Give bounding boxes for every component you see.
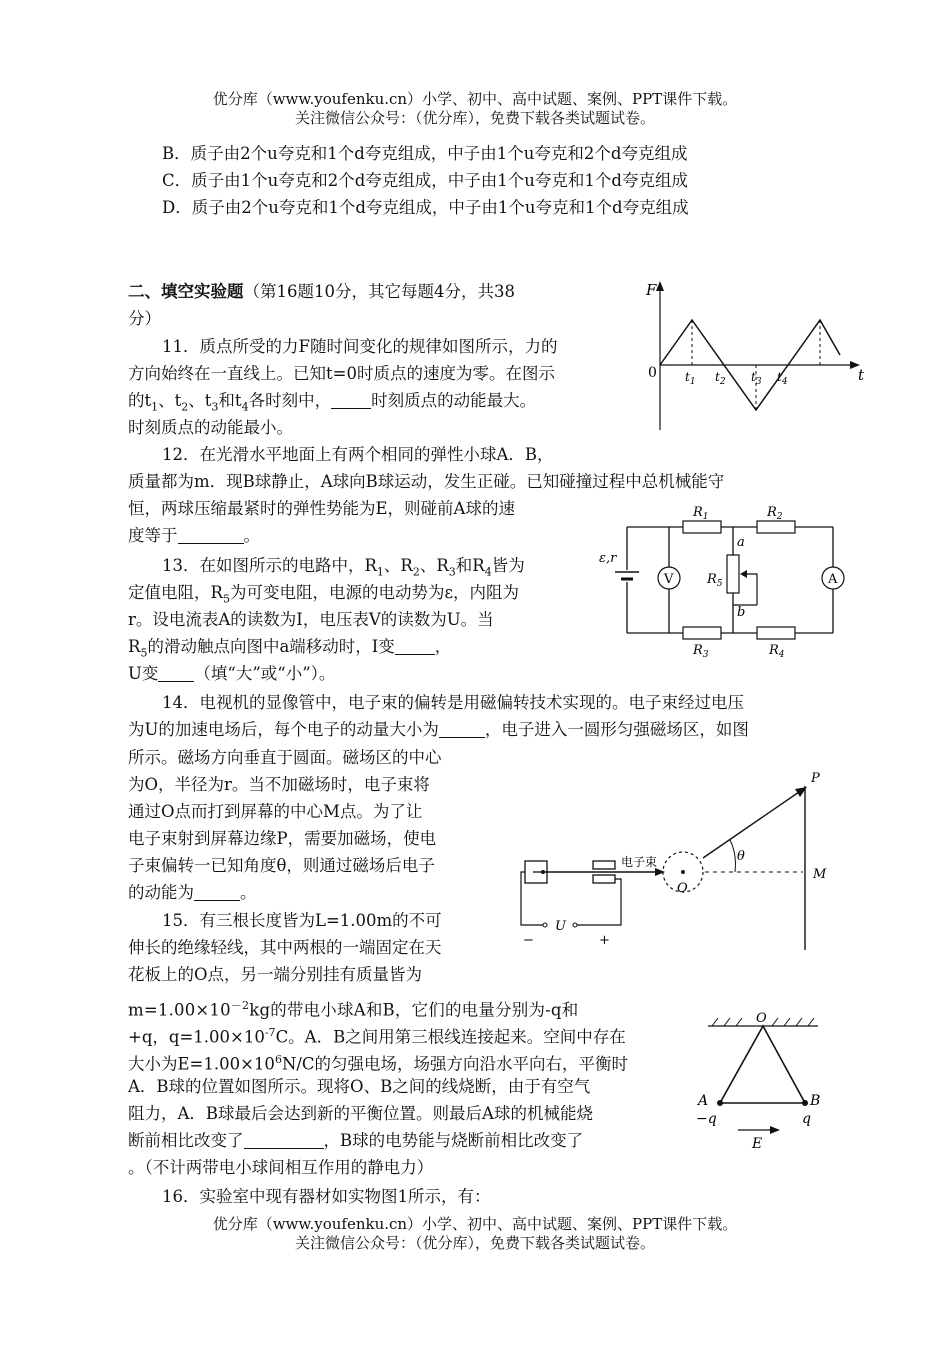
q13-line-5: U变 （填“大”或“小”）。: [128, 664, 336, 683]
force-time-graph: [640, 275, 870, 440]
t1-label: $t_1$: [685, 370, 696, 387]
beam-label: 电子束: [621, 855, 658, 869]
option-d: D．质子由2个u夸克和1个d夸克组成，中子由1个u夸克和1个d夸克组成: [162, 198, 689, 217]
q15-line-7: A．B球的位置如图所示。现将O、B之间的线烧断，由于有空气: [128, 1077, 591, 1096]
q15-line-3: 花板上的O点，另一端分别挂有质量皆为: [128, 965, 423, 984]
r5-label: $R_5$: [707, 572, 723, 589]
footer-line-1: 优分库（www.youfenku.cn）小学、初中、高中试题、案例、PPT课件下载。: [212, 1215, 738, 1233]
q15-line-2: 伸长的绝缘轻线，其中两根的一端固定在天: [128, 938, 442, 957]
ammeter-label: A: [828, 572, 838, 587]
plus-terminal: +: [599, 933, 610, 948]
circuit-diagram: [597, 500, 867, 660]
ball-b: [802, 1100, 808, 1106]
deflected-path: [703, 792, 799, 858]
q14-line-3: 所示。磁场方向垂直于圆面。磁场区的中心: [128, 748, 442, 767]
section-desc-2: 分）: [128, 309, 161, 328]
theta-label: θ: [737, 849, 745, 864]
q15-line-9: 断前相比改变了 ，B球的电势能与烧断前相比改变了: [128, 1131, 584, 1150]
t2-label: $t_2$: [715, 370, 726, 387]
r1-label: $R_1$: [693, 505, 709, 522]
q15-line-6: 大小为$E=1.00\times 10^6N/C$的匀强电场，场强方向沿水平向右，平衡时: [128, 1053, 629, 1074]
q13-line-4: $R_5$的滑动触点向图中a端移动时，I变 ，: [128, 637, 452, 660]
q11-line-2: 方向始终在一直线上。已知t=0时质点的速度为零。在图示: [128, 364, 555, 383]
q15-line-10: 。（不计两带电小球间相互作用的静电力）: [128, 1158, 434, 1177]
center-o-label: O: [677, 881, 688, 896]
resistor-r5: [727, 555, 739, 593]
f-axis-label: F: [646, 281, 657, 299]
q15-blank-1[interactable]: [244, 1130, 324, 1149]
voltage-u-label: U: [555, 919, 566, 934]
source-label: ε,r: [599, 551, 617, 566]
footer-line-2: 关注微信公众号：（优分库），免费下载各类试题试卷。: [294, 1234, 655, 1252]
q16-line-1: 16．实验室中现有器材如实物图1所示，有：: [162, 1187, 491, 1206]
q13-line-1: 13．在如图所示的电路中，$R_1$、$R_2$、$R_3$和$R_4$皆为: [162, 556, 525, 579]
q15-line-5: +q，$q=1.00\times 10^{-7}C$。A．B之间用第三根线连接起来。空间中存在: [128, 1026, 626, 1047]
q14-blank-2[interactable]: [194, 882, 240, 901]
electron-beam-diagram: [515, 768, 835, 950]
q11-line-4: 时刻质点的动能最小。: [128, 418, 293, 437]
q14-line-2: 为U的加速电场后，每个电子的动量大小为 ，电子进入一圆形匀强磁场区，如图: [128, 720, 749, 739]
point-m-label: M: [813, 867, 827, 882]
thread-triangle: [720, 1026, 805, 1103]
page-footer: [0, 1215, 950, 1253]
q11-line-1: 11．质点所受的力F随时间变化的规律如图所示，力的: [162, 337, 558, 356]
ball-a: [717, 1100, 723, 1106]
resistor-r1: [683, 521, 721, 533]
anode-bottom: [593, 875, 615, 883]
q13-line-2: 定值电阻，$R_5$为可变电阻，电源的电动势为ε，内阻为: [128, 583, 519, 606]
q15-line-1: 15．有三根长度皆为L=1.00m的不可: [162, 911, 442, 930]
resistor-r4: [757, 627, 795, 639]
q12-line-3: 恒，两球压缩最紧时的弹性势能为E，则碰前A球的速: [128, 499, 515, 518]
q14-line-1: 14．电视机的显像管中，电子束的偏转是用磁偏转技术实现的。电子束经过电压: [162, 693, 744, 712]
t4-label: $t_4$: [777, 370, 788, 387]
page-header: [0, 90, 950, 128]
q14-line-8: 的动能为 。: [128, 883, 257, 902]
anode-top: [593, 861, 615, 869]
q14-line-6: 电子束射到屏幕边缘P，需要加磁场，使电: [128, 829, 437, 848]
header-line-1: 优分库（www.youfenku.cn）小学、初中、高中试题、案例、PPT课件下载。: [212, 90, 738, 108]
q15-line-4: $m=1.00\times 10^{-2}kg$的带电小球A和B，它们的电量分别为-q和: [128, 999, 579, 1020]
resistor-r3: [683, 627, 721, 639]
q11-line-3: 的$t_1$、$t_2$、$t_3$和$t_4$各时刻中， 时刻质点的动能最大。: [128, 391, 537, 414]
point-o-label: O: [756, 1011, 767, 1026]
q12-line-1: 12．在光滑水平地面上有两个相同的弹性小球A．B，: [162, 445, 554, 464]
q13-blank-2[interactable]: [158, 663, 194, 682]
q11-blank-1[interactable]: [331, 390, 371, 409]
section-desc-1: （第16题10分，其它每题4分，共38: [243, 282, 515, 301]
r4-label: $R_4$: [769, 643, 785, 660]
q12-blank[interactable]: [178, 525, 244, 544]
q13-blank-1[interactable]: [395, 636, 435, 655]
q14-line-4: 为O，半径为r。当不加磁场时，电子束将: [128, 775, 430, 794]
point-p-label: P: [811, 771, 820, 786]
q14-line-7: 子束偏转一已知角度θ，则通过磁场后电子: [128, 856, 435, 875]
theta-arc: [730, 840, 735, 872]
charge-pos-q-label: q: [802, 1111, 811, 1127]
t3-label: $t_3$: [751, 370, 762, 387]
charge-neg-q-label: −q: [696, 1111, 717, 1127]
q12-line-4: 度等于 。: [128, 526, 260, 545]
point-a-label: a: [737, 535, 745, 550]
r3-label: $R_3$: [693, 643, 709, 660]
y-axis-arrow: [656, 281, 664, 291]
ball-b-label: B: [810, 1093, 821, 1109]
voltmeter-label: V: [664, 572, 674, 587]
field-e-label: E: [752, 1136, 763, 1152]
q13-line-3: r。设电流表A的读数为I，电压表V的读数为U。当: [128, 610, 494, 629]
option-b: B．质子由2个u夸克和1个d夸克组成，中子由1个u夸克和2个d夸克组成: [162, 144, 688, 163]
q15-line-8: 阻力，A．B球最后会达到新的平衡位置。则最后A球的机械能烧: [128, 1104, 593, 1123]
q12-line-2: 质量都为m．现B球静止，A球向B球运动，发生正碰。已知碰撞过程中总机械能守: [128, 472, 725, 491]
ball-a-label: A: [698, 1093, 709, 1109]
q14-line-5: 通过O点而打到屏幕的中心M点。为了让: [128, 802, 423, 821]
minus-terminal: −: [523, 933, 534, 948]
q14-blank-1[interactable]: [439, 719, 485, 738]
header-line-2: 关注微信公众号：（优分库），免费下载各类试题试卷。: [294, 109, 655, 127]
r2-label: $R_2$: [767, 505, 783, 522]
point-b-label: b: [737, 605, 746, 620]
origin-label: 0: [648, 365, 657, 381]
option-c: C．质子由1个u夸克和2个d夸克组成，中子由1个u夸克和1个d夸克组成: [162, 171, 688, 190]
section-title: 二、填空实验题: [128, 282, 244, 301]
resistor-r2: [757, 521, 795, 533]
section-heading: [128, 278, 515, 305]
t-axis-label: t: [858, 366, 865, 384]
charged-balls-diagram: [690, 1010, 840, 1155]
